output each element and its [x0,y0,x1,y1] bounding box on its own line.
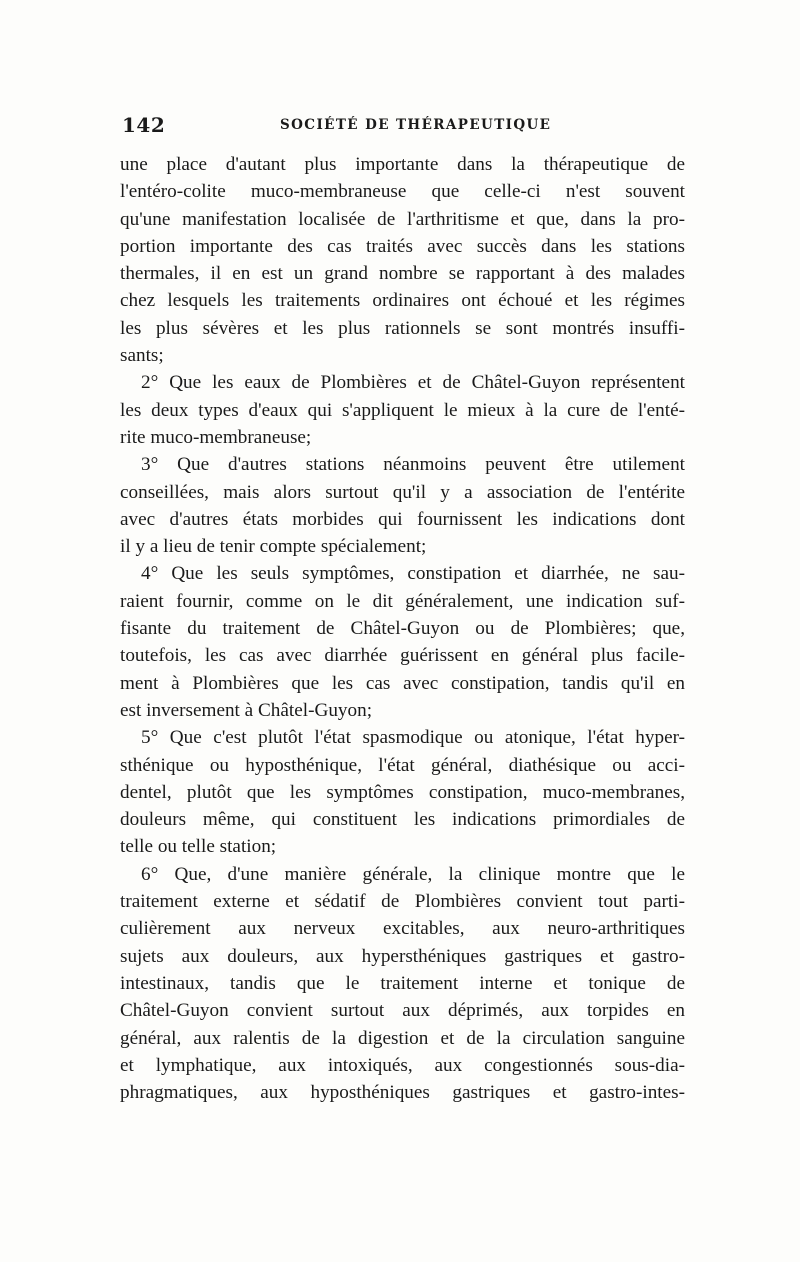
running-title: SOCIÉTÉ DE THÉRAPEUTIQUE [280,117,552,133]
text-line: douleurs même, qui constituent les indications primordiales de [120,809,685,831]
text-line: avec d'autres états morbides qui fournissent les indications dont [120,508,685,530]
text-line: telle ou telle station; [120,836,277,858]
text-line: toutefois, les cas avec diarrhée guérissent en général plus facile- [120,645,685,667]
text-line: portion importante des cas traités avec succès dans les stations [120,235,685,257]
text-line: sants; [120,345,164,367]
body-text [120,151,685,1106]
page-header [120,113,685,143]
text-line: une place d'autant plus importante dans la thérapeutique de [120,154,685,175]
text-line: et lymphatique, aux intoxiqués, aux congestionnés sous-dia- [120,1054,685,1076]
text-line: conseillées, mais alors surtout qu'il y a association de l'entérite [120,481,685,503]
text-line: phragmatiques, aux hyposthéniques gastriques et gastro-intes- [120,1082,685,1104]
page-number: 142 [122,113,166,137]
text-line: les deux types d'eaux qui s'appliquent le mieux à la cure de l'enté- [120,399,685,421]
text-line: chez lesquels les traitements ordinaires ont échoué et les régimes [120,290,685,312]
text-line: 4° Que les seuls symptômes, constipation et diarrhée, ne sau- [141,563,685,585]
text-line: sujets aux douleurs, aux hypersthéniques gastriques et gastro- [120,945,685,967]
text-line: Châtel-Guyon convient surtout aux déprimés, aux torpides en [120,1000,685,1022]
text-line: il y a lieu de tenir compte spécialement; [120,536,427,558]
text-line: fisante du traitement de Châtel-Guyon ou de Plombières; que, [120,618,685,640]
text-line: 3° Que d'autres stations néanmoins peuvent être utilement [141,454,685,476]
text-line: 6° Que, d'une manière générale, la clinique montre que le [141,863,685,885]
text-line: qu'une manifestation localisée de l'arthritisme et que, dans la pro- [120,208,685,230]
text-line: les plus sévères et les plus rationnels se sont montrés insuffi- [120,317,685,339]
text-line: dentel, plutôt que les symptômes constipation, muco-membranes, [120,781,685,803]
text-line: ment à Plombières que les cas avec constipation, tandis qu'il en [120,672,685,694]
text-line: l'entéro-colite muco-membraneuse que celle-ci n'est souvent [120,181,685,203]
text-line: intestinaux, tandis que le traitement interne et tonique de [120,972,685,994]
text-line: 5° Que c'est plutôt l'état spasmodique ou atonique, l'état hyper- [141,727,685,749]
text-line: est inversement à Châtel-Guyon; [120,699,373,721]
text-line: traitement externe et sédatif de Plombières convient tout parti- [120,891,685,913]
text-line: rite muco-membraneuse; [120,426,312,448]
text-line: thermales, il en est un grand nombre se rapportant à des malades [120,263,685,285]
text-line: sthénique ou hyposthénique, l'état général, diathésique ou acci- [120,754,685,776]
text-line: général, aux ralentis de la digestion et de la circulation sanguine [120,1027,685,1049]
text-line: raient fournir, comme on le dit généralement, une indication suf- [120,590,685,612]
text-line: culièrement aux nerveux excitables, aux neuro-arthritiques [120,918,685,940]
text-line: 2° Que les eaux de Plombières et de Châtel-Guyon représentent [141,372,685,394]
